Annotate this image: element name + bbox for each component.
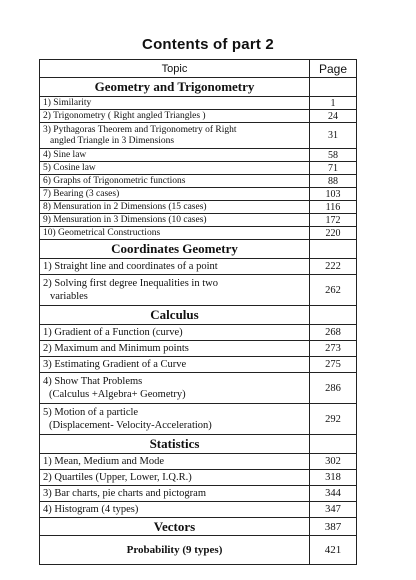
topic-label-line2: variables: [50, 291, 88, 302]
page-number: 222: [310, 259, 357, 275]
section-title: Probability (9 types): [40, 536, 310, 565]
topic-label: 1) Mean, Medium and Mode: [40, 454, 310, 470]
topic-label: 9) Mensuration in 3 Dimensions (10 cases): [40, 214, 310, 227]
section-row-coordinates: [40, 240, 357, 259]
section-row-geometry: [40, 78, 357, 97]
topic-label: [40, 404, 310, 435]
topic-label: 1) Similarity: [40, 97, 310, 110]
page-number: 24: [310, 110, 357, 123]
page-number: 286: [310, 373, 357, 404]
page-number: 318: [310, 470, 357, 486]
contents-table: [39, 59, 357, 565]
table-header-row: [40, 60, 357, 78]
section-row-calculus: [40, 306, 357, 325]
topic-label: 6) Graphs of Trigonometric functions: [40, 175, 310, 188]
page-number: 262: [310, 275, 357, 306]
page-number: 275: [310, 357, 357, 373]
page-number: 344: [310, 486, 357, 502]
page-number: 220: [310, 227, 357, 240]
page-number: 273: [310, 341, 357, 357]
topic-label: 7) Bearing (3 cases): [40, 188, 310, 201]
table-row: [40, 325, 357, 341]
page-column-header: Page: [310, 60, 357, 78]
table-row: [40, 275, 357, 306]
topic-label: 2) Quartiles (Upper, Lower, I.Q.R.): [40, 470, 310, 486]
page-number: 421: [310, 536, 357, 565]
section-title: Coordinates Geometry: [40, 240, 310, 259]
table-row: [40, 188, 357, 201]
page-number: 268: [310, 325, 357, 341]
page-title: Contents of part 2: [142, 36, 274, 53]
topic-label: 8) Mensuration in 2 Dimensions (15 cases): [40, 201, 310, 214]
page-number: 71: [310, 162, 357, 175]
topic-label-line2: angled Triangle in 3 Dimensions: [50, 135, 175, 146]
section-title: Calculus: [40, 306, 310, 325]
topic-label-line2: (Calculus +Algebra+ Geometry): [49, 389, 186, 400]
page-number: 172: [310, 214, 357, 227]
table-row: [40, 214, 357, 227]
topic-label: 1) Gradient of a Function (curve): [40, 325, 310, 341]
table-row: [40, 470, 357, 486]
table-row: [40, 175, 357, 188]
table-row: [40, 259, 357, 275]
topic-label-line1: 3) Pythagoras Theorem and Trigonometry of Right: [43, 124, 237, 135]
page-number: 88: [310, 175, 357, 188]
topic-label-line1: 4) Show That Problems: [43, 376, 143, 387]
table-row: [40, 97, 357, 110]
page-number: 103: [310, 188, 357, 201]
page-number: 31: [310, 123, 357, 149]
topic-label: [40, 275, 310, 306]
topic-label: 3) Bar charts, pie charts and pictogram: [40, 486, 310, 502]
page-number: 116: [310, 201, 357, 214]
topic-label: 4) Histogram (4 types): [40, 502, 310, 518]
topic-label-line1: 2) Solving first degree Inequalities in two: [43, 278, 218, 289]
page-number: 387: [310, 518, 357, 536]
table-row: [40, 454, 357, 470]
probability-row: [40, 536, 357, 565]
vectors-row: [40, 518, 357, 536]
section-title: Statistics: [40, 435, 310, 454]
topic-label: 1) Straight line and coordinates of a point: [40, 259, 310, 275]
page-number: 347: [310, 502, 357, 518]
topic-label: 4) Sine law: [40, 149, 310, 162]
topic-label: 5) Cosine law: [40, 162, 310, 175]
table-row: [40, 373, 357, 404]
table-row: [40, 404, 357, 435]
table-row: [40, 227, 357, 240]
section-title: Geometry and Trigonometry: [40, 78, 310, 97]
topic-label-line1: 5) Motion of a particle: [43, 407, 139, 418]
table-row: [40, 357, 357, 373]
section-title: Vectors: [40, 518, 310, 536]
page-number: 1: [310, 97, 357, 110]
table-row: [40, 341, 357, 357]
topic-label: 2) Maximum and Minimum points: [40, 341, 310, 357]
topic-label: 2) Trigonometry ( Right angled Triangles ): [40, 110, 310, 123]
table-row: [40, 162, 357, 175]
topic-label: [40, 373, 310, 404]
topic-label: [40, 123, 310, 149]
table-row: [40, 123, 357, 149]
table-row: [40, 502, 357, 518]
topic-column-header: Topic: [40, 60, 310, 78]
topic-label: 3) Estimating Gradient of a Curve: [40, 357, 310, 373]
topic-label: 10) Geometrical Constructions: [40, 227, 310, 240]
table-row: [40, 486, 357, 502]
table-row: [40, 110, 357, 123]
page-number: 292: [310, 404, 357, 435]
topic-label-line2: (Displacement- Velocity-Acceleration): [49, 420, 212, 431]
table-row: [40, 201, 357, 214]
page-number: 58: [310, 149, 357, 162]
section-row-statistics: [40, 435, 357, 454]
page-number: 302: [310, 454, 357, 470]
table-row: [40, 149, 357, 162]
